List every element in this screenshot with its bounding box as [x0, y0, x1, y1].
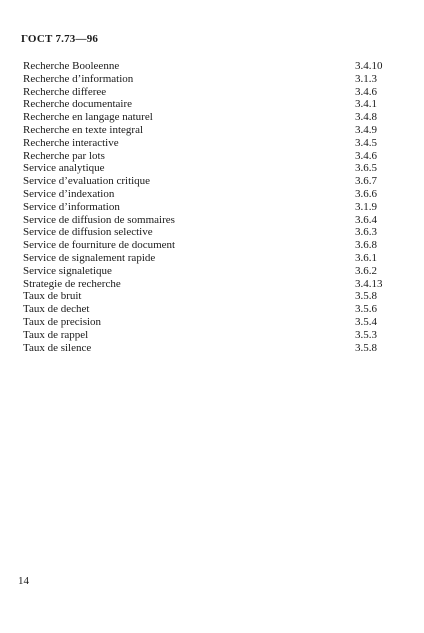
index-reference: 3.5.4 [355, 315, 377, 328]
index-term: Service de signalement rapide [23, 251, 156, 264]
index-entry [23, 162, 393, 175]
index-term: Strategie de recherche [23, 277, 121, 290]
index-entry [23, 188, 393, 201]
index-reference: 3.5.6 [355, 303, 377, 316]
index-term: Recherche documentaire [23, 98, 133, 111]
index-reference: 3.4.6 [355, 149, 377, 162]
index-entry [23, 252, 393, 265]
index-reference: 3.6.4 [355, 213, 377, 226]
index-entry [23, 98, 393, 111]
index-entry [23, 201, 393, 214]
index-term: Recherche en texte integral [23, 123, 144, 136]
index-reference: 3.6.8 [355, 239, 377, 252]
index-entry [23, 150, 393, 163]
index-term: Service d’indexation [23, 187, 115, 200]
index-term: Recherche interactive [23, 136, 119, 149]
index-reference: 3.4.5 [355, 136, 377, 149]
index-entry [23, 73, 393, 86]
index-reference: 3.4.9 [355, 123, 377, 136]
index-entry [23, 226, 393, 239]
index-term: Service analytique [23, 162, 105, 175]
index-term: Service signaletique [23, 264, 112, 277]
index-term: Recherche Booleenne [23, 60, 120, 72]
index-term: Recherche par lots [23, 149, 105, 162]
index-term: Service d’information [23, 200, 120, 213]
index-reference: 3.4.10 [355, 60, 383, 72]
index-reference: 3.6.6 [355, 187, 377, 200]
index-term: Taux de rappel [23, 328, 89, 341]
index-reference: 3.6.3 [355, 226, 377, 239]
index-entry [23, 239, 393, 252]
index-entry [23, 175, 393, 188]
index-reference: 3.5.8 [355, 341, 377, 354]
term-index-list [23, 60, 393, 354]
index-entry [23, 278, 393, 291]
index-reference: 3.1.3 [355, 72, 377, 85]
index-entry [23, 60, 393, 73]
index-term: Taux de dechet [23, 303, 90, 316]
index-reference: 3.6.7 [355, 175, 377, 188]
index-term: Service de diffusion de sommaires [23, 213, 175, 226]
index-reference: 3.4.6 [355, 85, 377, 98]
index-reference: 3.5.3 [355, 328, 377, 341]
index-term: Taux de bruit [23, 290, 82, 303]
index-entry [23, 86, 393, 99]
index-reference: 3.6.5 [355, 162, 377, 175]
index-reference: 3.4.1 [355, 98, 377, 111]
index-reference: 3.1.9 [355, 200, 377, 213]
index-term: Service de diffusion selective [23, 226, 153, 239]
index-term: Service d’evaluation critique [23, 175, 151, 188]
index-entry [23, 290, 393, 303]
index-entry [23, 137, 393, 150]
index-term: Recherche differee [23, 85, 107, 98]
index-term: Recherche en langage naturel [23, 111, 153, 124]
index-reference: 3.4.13 [355, 277, 383, 290]
index-term: Taux de precision [23, 315, 102, 328]
index-reference: 3.6.1 [355, 251, 377, 264]
index-term: Recherche d’information [23, 72, 134, 85]
index-entry [23, 329, 393, 342]
index-entry [23, 303, 393, 316]
index-term: Service de fourniture de document [23, 239, 176, 252]
index-entry [23, 124, 393, 137]
index-reference: 3.6.2 [355, 264, 377, 277]
index-entry [23, 214, 393, 227]
index-entry [23, 265, 393, 278]
index-term: Taux de silence [23, 341, 92, 354]
index-entry [23, 342, 393, 355]
index-entry [23, 316, 393, 329]
index-entry [23, 111, 393, 124]
page-number: 14 [18, 575, 29, 587]
document-header: ГОСТ 7.73—96 [21, 33, 99, 45]
index-reference: 3.4.8 [355, 111, 377, 124]
index-reference: 3.5.8 [355, 290, 377, 303]
